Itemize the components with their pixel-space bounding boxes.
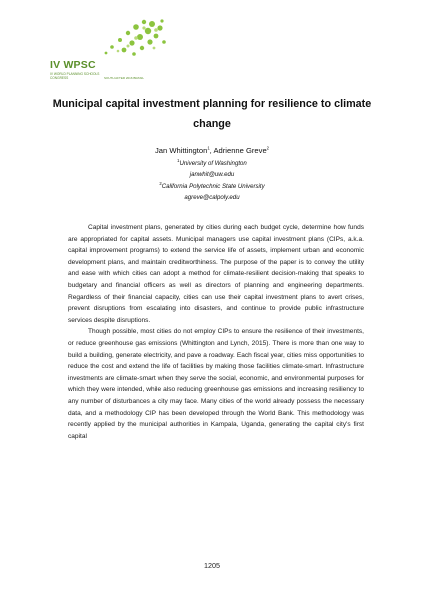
- author-line: Jan Whittington$^1$, Adrienne Greve$^2$: [154, 145, 270, 155]
- author-superscript: 1: [207, 145, 210, 151]
- affiliation-institution: $^1$University of Washington: [177, 157, 247, 167]
- leaf-pattern-icon: [92, 18, 170, 62]
- body-paragraph: Capital investment plans, generated by cities during each budget cycle, determine how funds are appropriated for capital assets. Municipal managers use capital investment plans (CIPs, a.k.a. capital improvement programs) to extend the service life of assets, implement urban and economic development plans, and maintain creditworthiness. The purpose of the paper is to convey the utility and ease with which cities can adopt a method for climate-resilient decision-making that speaks to budgetary and financial officers as well as directors of planning and engineering departments. Regardless of their financial capacity, cities can use their capital investment plans to avert crises, prevent disruptions from escalating into disasters, and continue to provide public infrastructure services despite disruptions.: [68, 224, 364, 324]
- logo-tagline: SOUTH AFTER 2016 BRASIL: [104, 76, 145, 80]
- author-name: Adrienne Greve: [213, 146, 267, 155]
- logo-subtitle: IV WORLD PLANNING SCHOOLS CONGRESS: [50, 72, 100, 80]
- conference-logo: [50, 18, 170, 82]
- affiliation-email: janwhit@uw.edu: [189, 171, 235, 178]
- logo-wordmark: IV WPSC: [50, 59, 96, 71]
- author-superscript: 2: [266, 145, 270, 151]
- author-name: Jan Whittington: [154, 146, 208, 155]
- page-number: 1205: [204, 561, 220, 570]
- affiliation-email: agreve@calpoly.edu: [184, 194, 240, 201]
- body-paragraph: Though possible, most cities do not employ CIPs to ensure the resilience of their investments, or reduce greenhouse gas emissions (Whittington and Lynch, 2015). There is more than one way to build a building, generate electricity, and pave a roadway. Each fiscal year, cities miss opportunities to reduce the cost and extend the life of facilities by making those facilities climate-smart. Infrastructure investments are climate-smart when they serve the social, economic, and environmental purposes for which they were intended, while also reducing greenhouse gas emissions and increasing resiliency to any number of disturbances a city may face. Many cities of the world already possess the necessary data, and a methodology CIP has been developed through the World Bank. This methodology was recently applied by the municipal authorities in Kampala, Uganda, generating the capital city's first capital: [68, 328, 364, 440]
- affiliation-institution: $^2$California Polytechnic State University: [159, 180, 265, 190]
- abstract-body: [68, 222, 364, 442]
- paper-title: Municipal capital investment planning for resilience to climate change: [52, 98, 372, 130]
